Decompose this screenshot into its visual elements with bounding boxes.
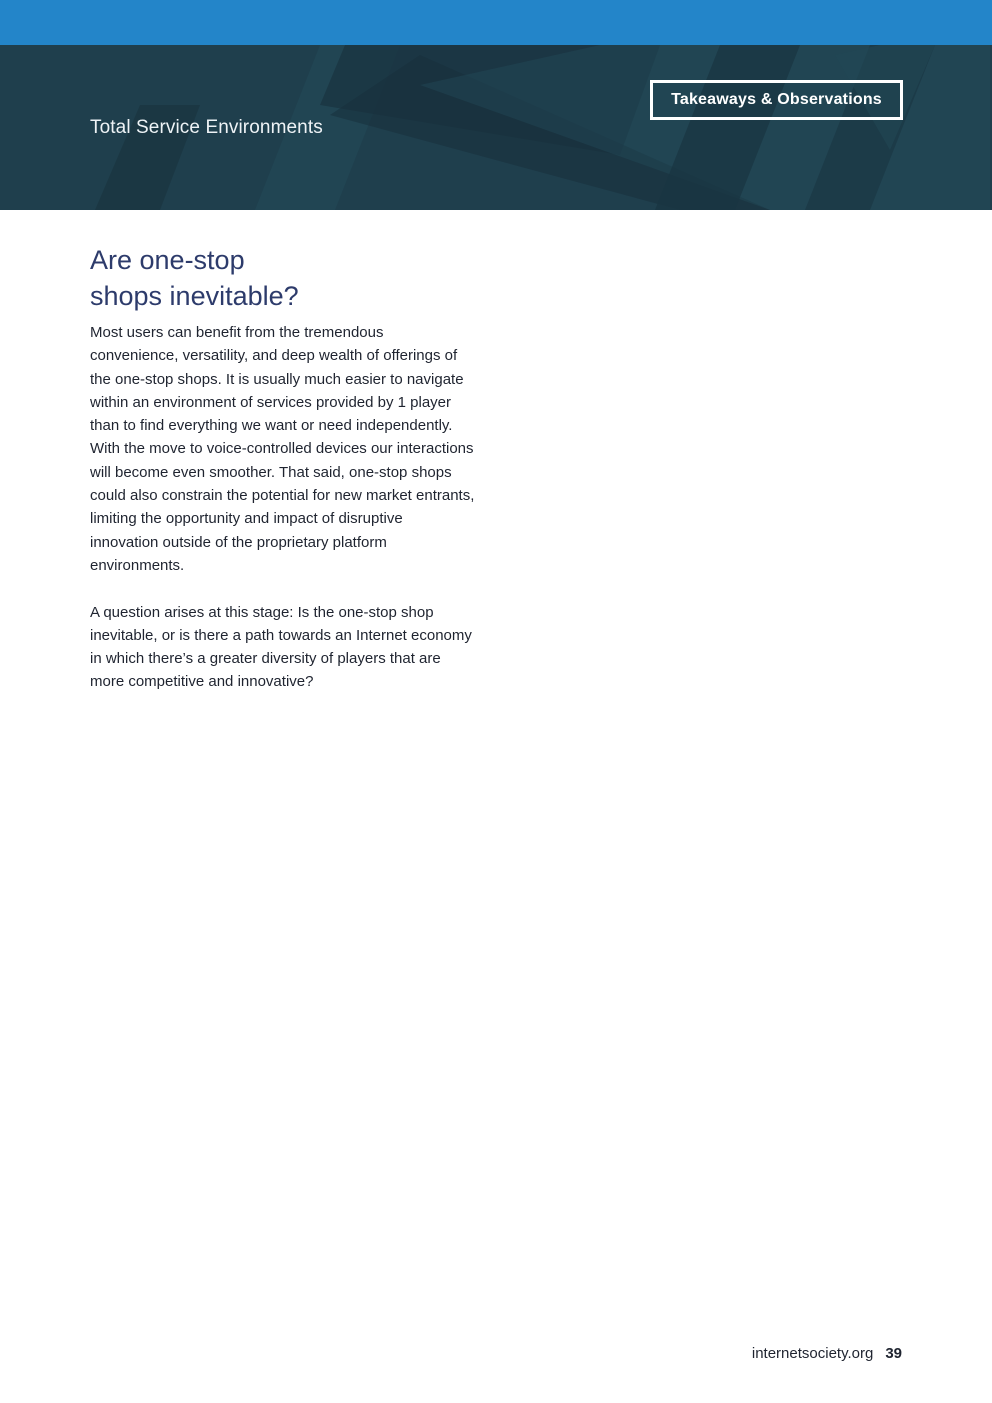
article-heading xyxy=(90,242,470,314)
article-heading-line2: shops inevitable? xyxy=(90,281,299,311)
section-tag-label: Takeaways & Observations xyxy=(671,91,882,108)
article-body xyxy=(90,321,475,694)
footer-site-link[interactable]: internetsociety.org xyxy=(751,1345,874,1362)
article-paragraph-2: A question arises at this stage: Is the one-stop shop inevitable, or is there a path towards an Internet economy in which there’s a greater diversity of players that are more competitive and innovative? xyxy=(90,603,472,691)
article-heading-line1: Are one-stop xyxy=(90,245,245,275)
page-footer xyxy=(752,1345,902,1362)
article-paragraph-1: Most users can benefit from the tremendous convenience, versatility, and deep wealth of offerings of the one-stop shops. It is usually much easier to navigate within an environment of services provided by 1 player than to find everything we want or need independently. With the move to voice-controlled devices our interactions will become even smoother. That said, one-stop shops could also constrain the potential for new market entrants, limiting the opportunity and impact of disruptive innovation outside of the proprietary platform environments. xyxy=(90,324,475,574)
top-accent-bar xyxy=(0,0,992,45)
section-title: Total Service Environments xyxy=(90,117,323,138)
section-tag xyxy=(650,80,903,120)
page-number: 39 xyxy=(885,1345,902,1362)
